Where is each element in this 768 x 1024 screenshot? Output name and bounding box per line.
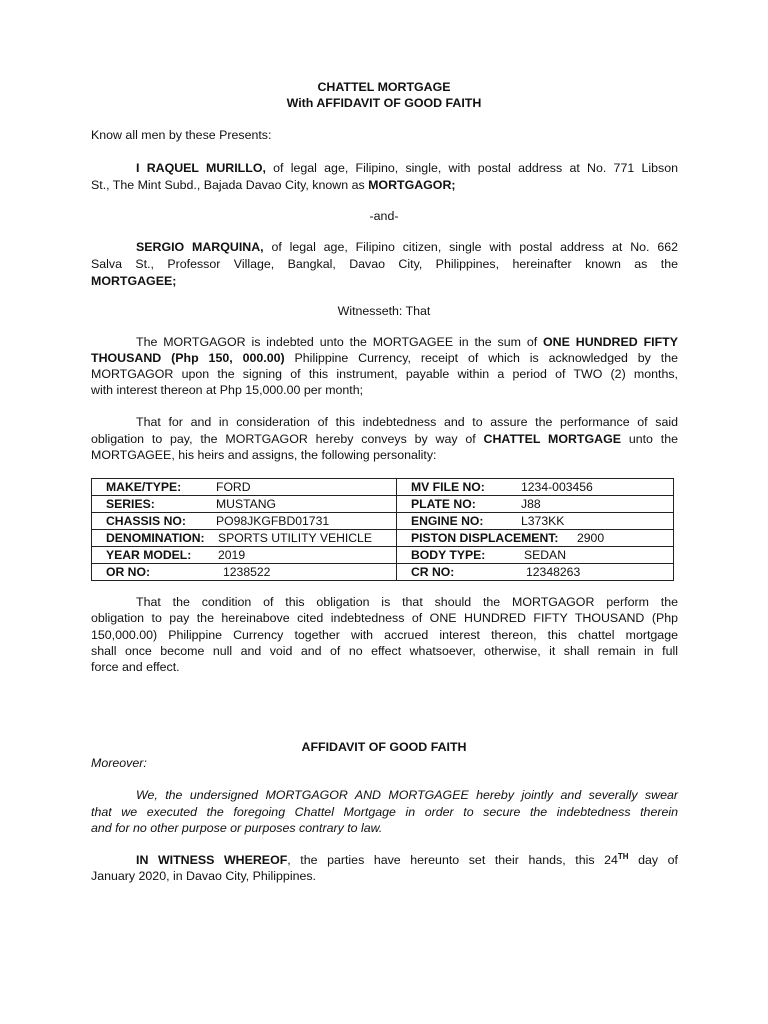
mortgagor-name: I RAQUEL MURILLO, [136, 161, 266, 175]
debt-amount-words: ONE HUNDRED FIFTY [543, 335, 678, 349]
mortgagee-name: SERGIO MARQUINA, [136, 240, 264, 254]
mortgagee-line-1 [136, 239, 678, 255]
make-value: FORD [216, 480, 251, 494]
and-separator: -and- [369, 209, 399, 223]
table-cell [397, 513, 674, 530]
denomination-value: SPORTS UTILITY VEHICLE [218, 531, 372, 545]
consideration-text-end: unto the [628, 432, 678, 446]
series-label: SERIES: [106, 497, 155, 511]
doc-title: CHATTEL MORTGAGE [317, 80, 451, 94]
table-cell [397, 496, 674, 513]
table-row [92, 547, 674, 564]
table-cell [92, 564, 397, 581]
doc-subtitle: With AFFIDAVIT OF GOOD FAITH [286, 96, 482, 110]
body-type-label: BODY TYPE: [411, 548, 486, 562]
plate-value: J88 [521, 497, 541, 511]
table-cell [397, 547, 674, 564]
affidavit-line-1: We, the undersigned MORTGAGOR AND MORTGAGEE hereby jointly and severally swear [136, 788, 678, 802]
mortgagor-line-2 [91, 177, 456, 193]
table-row [92, 564, 674, 581]
debt-line-2 [91, 350, 678, 366]
table-row [92, 513, 674, 530]
mortgagor-address: St., The Mint Subd., Bajada Davao City, known as [91, 178, 369, 192]
in-witness-whereof: IN WITNESS WHEREOF [136, 853, 288, 867]
witness-text-end: day of [638, 853, 678, 867]
or-value: 1238522 [223, 565, 271, 579]
chassis-label: CHASSIS NO: [106, 514, 186, 528]
witness-line-2: January 2020, in Davao City, Philippines. [91, 869, 316, 883]
table-row [92, 496, 674, 513]
table-cell [397, 564, 674, 581]
table-cell [92, 496, 397, 513]
plate-label: PLATE NO: [411, 497, 476, 511]
engine-label: ENGINE NO: [411, 514, 484, 528]
year-label: YEAR MODEL: [106, 548, 192, 562]
mortgagor-text: of legal age, Filipino, single, with postal address at No. 771 Libson [273, 161, 678, 175]
debt-text: The MORTGAGOR is indebted unto the MORTGAGEE in the sum of [136, 335, 544, 349]
table-cell [92, 479, 397, 496]
consideration-line-2 [91, 431, 678, 447]
witness-text: , the parties have hereunto set their hands, this 24 [287, 853, 618, 867]
mvfile-label: MV FILE NO: [411, 480, 485, 494]
or-label: OR NO: [106, 565, 151, 579]
cr-label: CR NO: [411, 565, 455, 579]
series-value: MUSTANG [216, 497, 277, 511]
day-suffix: TH [617, 852, 629, 861]
table-cell [92, 547, 397, 564]
make-label: MAKE/TYPE: [106, 480, 182, 494]
table-cell [397, 530, 674, 547]
debt-text-2: Philippine Currency, receipt of which is acknowledged by the [294, 351, 678, 365]
mortgagee-line-2: Salva St., Professor Village, Bangkal, Davao City, Philippines, hereinafter known as the [91, 257, 678, 271]
body-type-value: SEDAN [524, 548, 566, 562]
condition-line-3: 150,000.00) Philippine Currency together with accrued interest thereon, this chattel mortgage [91, 628, 678, 642]
intro-text: Know all men by these Presents: [91, 128, 272, 142]
table-cell [92, 513, 397, 530]
debt-line-4: with interest thereon at Php 15,000.00 per month; [91, 383, 364, 397]
table-cell [92, 530, 397, 547]
moreover-text: Moreover: [91, 756, 147, 770]
mortgagee-text: of legal age, Filipino citizen, single with postal address at No. 662 [271, 240, 678, 254]
chattel-mortgage-term: CHATTEL MORTGAGE [483, 432, 621, 446]
table-cell [397, 479, 674, 496]
mortgagor-line-1 [136, 160, 678, 176]
mvfile-value: 1234-003456 [521, 480, 593, 494]
table-row [92, 479, 674, 496]
vehicle-details-table [91, 478, 674, 581]
consideration-line-1: That for and in consideration of this indebtedness and to assure the performance of said [136, 415, 678, 429]
affidavit-line-3: and for no other purpose or purposes contrary to law. [91, 821, 383, 835]
mortgagee-role: MORTGAGEE; [91, 274, 177, 288]
mortgagor-role: MORTGAGOR; [368, 178, 456, 192]
year-value: 2019 [218, 548, 246, 562]
engine-value: L373KK [521, 514, 565, 528]
table-row [92, 530, 674, 547]
debt-line-1 [136, 334, 678, 350]
condition-line-1: That the condition of this obligation is that should the MORTGAGOR perform the [136, 595, 678, 609]
debt-line-3: MORTGAGOR upon the signing of this instrument, payable within a period of TWO (2) months, [91, 367, 678, 381]
chassis-value: PO98JKGFBD01731 [216, 514, 330, 528]
denomination-label: DENOMINATION: [106, 531, 205, 545]
debt-amount: THOUSAND (Php 150, 000.00) [91, 351, 285, 365]
consideration-text: obligation to pay, the MORTGAGOR hereby conveys by way of [91, 432, 484, 446]
condition-line-4: shall once become null and void and of no effect whatsoever, otherwise, it shall remain in full [91, 644, 678, 658]
condition-line-5: force and effect. [91, 660, 180, 674]
witness-line-1 [136, 852, 678, 868]
witnesseth-text: Witnesseth: That [337, 304, 431, 318]
piston-label: PISTON DISPLACEMENT: [411, 531, 559, 545]
affidavit-title: AFFIDAVIT OF GOOD FAITH [301, 740, 467, 754]
piston-value: 2900 [577, 531, 605, 545]
affidavit-line-2: that we executed the foregoing Chattel Mortgage in order to secure the indebtedness therein [91, 805, 678, 819]
condition-line-2: obligation to pay the hereinabove cited indebtedness of ONE HUNDRED FIFTY THOUSAND (Php [91, 611, 678, 625]
cr-value: 12348263 [526, 565, 581, 579]
consideration-line-3: MORTGAGEE, his heirs and assigns, the following personality: [91, 448, 437, 462]
